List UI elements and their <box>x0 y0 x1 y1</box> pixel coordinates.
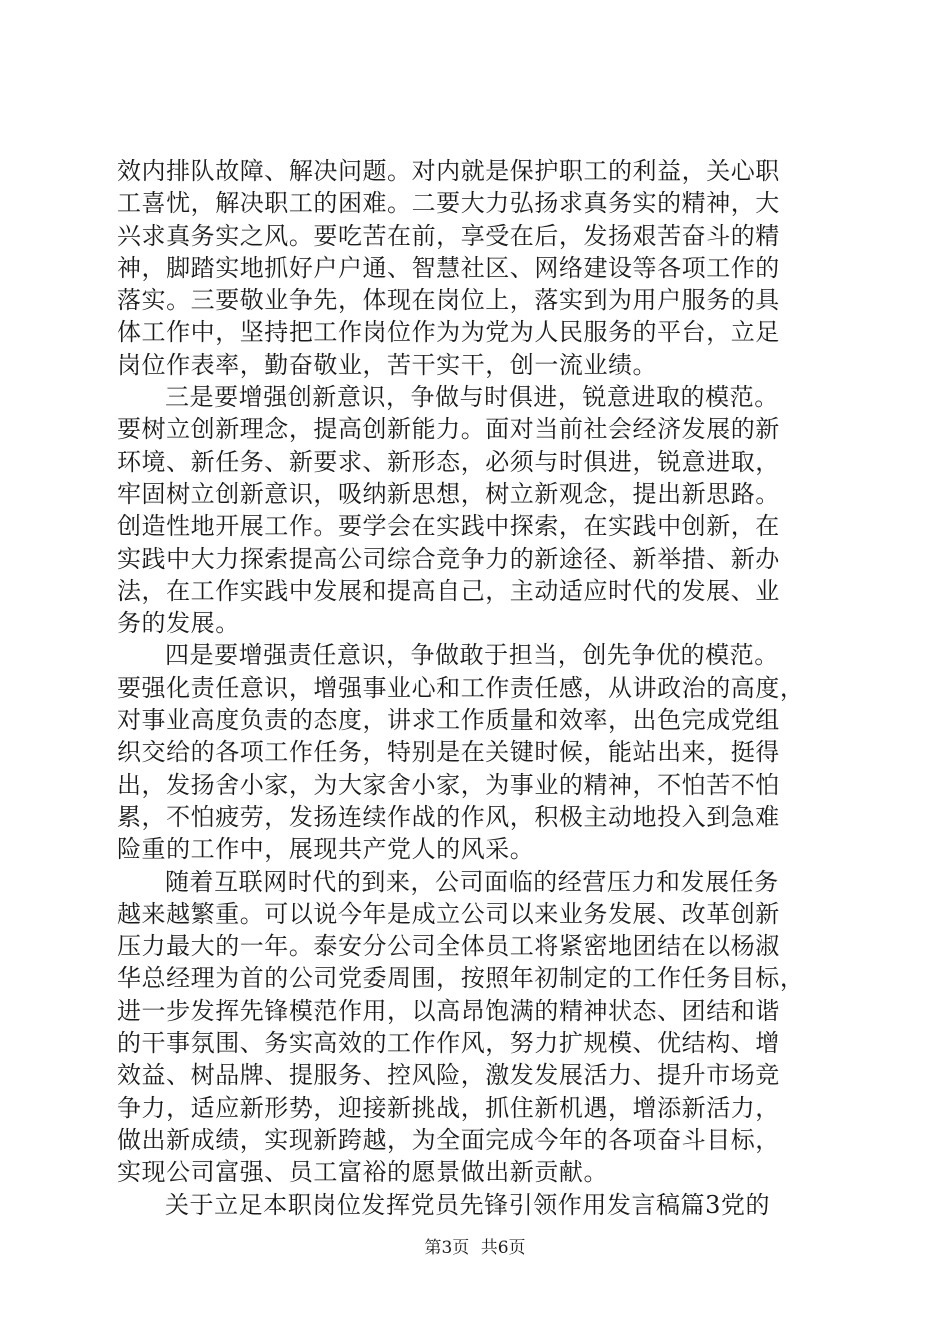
text-line: 法，在工作实践中发展和提高自己，主动适应时代的发展、业 <box>117 576 780 605</box>
page-number: 第3页 <box>424 1238 470 1258</box>
text-line: 对事业高度负责的态度，讲求工作质量和效率，出色完成党组 <box>117 706 780 735</box>
text-line: 牢固树立创新意识，吸纳新思想，树立新观念，提出新思路。 <box>117 479 780 508</box>
text-line: 要树立创新理念，提高创新能力。面对当前社会经济发展的新 <box>117 415 780 444</box>
text-line: 争力，适应新形势，迎接新挑战，抓住新机遇，增添新活力， <box>117 1093 780 1122</box>
text-line: 落实。三要敬业争先，体现在岗位上，落实到为用户服务的具 <box>117 286 780 315</box>
document-body <box>117 155 833 1221</box>
text-line: 越来越繁重。可以说今年是成立公司以来业务发展、改革创新 <box>117 899 780 928</box>
text-line: 织交给的各项工作任务，特别是在关键时候，能站出来，挺得 <box>117 738 780 767</box>
text-line: 三是要增强创新意识，争做与时俱进，锐意进取的模范。 <box>165 383 779 412</box>
text-line: 体工作中，坚持把工作岗位作为为党为人民服务的平台，立足 <box>117 318 780 347</box>
text-line: 实现公司富强、员工富裕的愿景做出新贡献。 <box>117 1158 608 1187</box>
text-line: 实践中大力探索提高公司综合竞争力的新途径、新举措、新办 <box>117 544 780 573</box>
page-total: 共6页 <box>480 1238 526 1258</box>
text-line: 创造性地开展工作。要学会在实践中探索，在实践中创新，在 <box>117 512 780 541</box>
text-line: 压力最大的一年。泰安分公司全体员工将紧密地团结在以杨淑 <box>117 932 780 961</box>
text-line: 四是要增强责任意识，争做敢于担当，创先争优的模范。 <box>165 641 779 670</box>
text-line: 累，不怕疲劳，发扬连续作战的作风，积极主动地投入到急难 <box>117 802 780 831</box>
text-line: 进一步发挥先锋模范作用，以高昂饱满的精神状态、团结和谐 <box>117 996 780 1025</box>
text-line: 务的发展。 <box>117 609 240 638</box>
text-line: 效内排队故障、解决问题。对内就是保护职工的利益，关心职 <box>117 157 780 185</box>
text-line: 出，发扬舍小家，为大家舍小家，为事业的精神，不怕苦不怕 <box>117 770 780 799</box>
text-line: 华总经理为首的公司党委周围，按照年初制定的工作任务目标， <box>117 964 805 993</box>
text-line: 险重的工作中，展现共产党人的风采。 <box>117 835 535 864</box>
text-line: 关于立足本职岗位发挥党员先锋引领作用发言稿篇3党的 <box>165 1190 771 1219</box>
text-line: 要强化责任意识，增强事业心和工作责任感，从讲政治的高度， <box>117 673 805 702</box>
text-line: 环境、新任务、新要求、新形态，必须与时俱进，锐意进取， <box>117 447 780 476</box>
text-line: 神，脚踏实地抓好户户通、智慧社区、网络建设等各项工作的 <box>117 253 780 282</box>
page-footer <box>0 1237 950 1259</box>
text-line: 随着互联网时代的到来，公司面临的经营压力和发展任务 <box>165 867 779 896</box>
text-line: 做出新成绩，实现新跨越，为全面完成今年的各项奋斗目标， <box>117 1125 780 1154</box>
text-line: 效益、树品牌、提服务、控风险，激发发展活力、提升市场竞 <box>117 1061 780 1090</box>
text-line: 工喜忧，解决职工的困难。二要大力弘扬求真务实的精神，大 <box>117 189 780 218</box>
text-line: 兴求真务实之风。要吃苦在前，享受在后，发扬艰苦奋斗的精 <box>117 221 780 250</box>
text-line: 的干事氛围、务实高效的工作作风，努力扩规模、优结构、增 <box>117 1029 780 1058</box>
text-line: 岗位作表率，勤奋敬业，苦干实干，创一流业绩。 <box>117 350 658 379</box>
